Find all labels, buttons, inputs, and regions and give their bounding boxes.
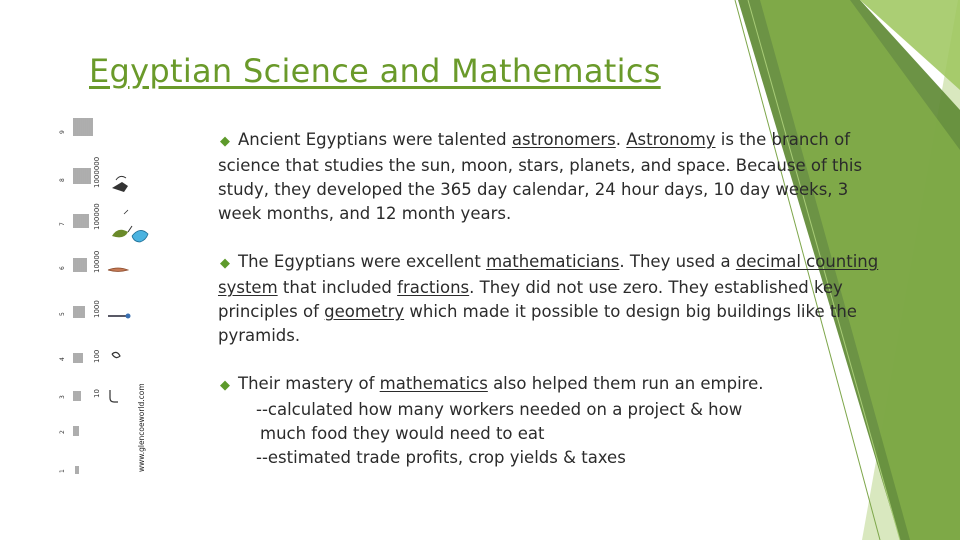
numeral-label: 10000: [93, 250, 101, 273]
bullet-text: . They used a: [619, 252, 736, 271]
digit-label: 9: [59, 130, 66, 134]
digit-label: 1: [59, 469, 66, 473]
bullet-item: [218, 128, 886, 226]
keyword-mathematics: mathematics: [379, 374, 488, 393]
keyword-fractions: fractions: [397, 278, 470, 297]
diamond-bullet-icon: ◆: [220, 256, 230, 271]
digit-labels: [59, 130, 66, 473]
bullet-text: Ancient Egyptians were talented: [238, 130, 512, 149]
digit-label: 5: [59, 312, 66, 316]
diamond-bullet-icon: ◆: [220, 134, 230, 149]
sub-line: --calculated how many workers needed on a project & how: [256, 400, 743, 419]
keyword-geometry: geometry: [324, 302, 405, 321]
bullet-text: . They did not use zero. They established key principles of: [218, 278, 843, 321]
bullet-text: Their mastery of: [238, 374, 380, 393]
tadpole-icon: [112, 226, 132, 237]
numeral-label: 100: [93, 349, 101, 363]
bullet-text: The Egyptians were excellent: [238, 252, 487, 271]
sub-line: much food they would need to eat: [260, 424, 545, 443]
diamond-bullet-icon: ◆: [220, 378, 230, 393]
coil-rope-icon: [112, 352, 120, 357]
keyword-astronomers: astronomers: [511, 130, 616, 149]
digit-label: 4: [59, 357, 66, 361]
finger-icon: [112, 176, 128, 192]
bullet-text: also helped them run an empire.: [487, 374, 764, 393]
hieroglyph-symbols: [108, 176, 148, 402]
bullet-text: which made it possible to design big buildings like the pyramids.: [218, 302, 857, 345]
numeral-label: 10: [93, 389, 101, 398]
bullet-text: that included: [277, 278, 398, 297]
numeral-labels: [93, 157, 101, 398]
image-credit: www.glencoeworld.com: [137, 383, 146, 472]
keyword-mathematicians: mathematicians: [486, 252, 620, 271]
numeral-label: 100000: [93, 203, 101, 230]
numeral-label: 1000000: [93, 156, 101, 188]
digit-label: 7: [59, 222, 66, 226]
bullet-item: [218, 250, 886, 348]
bullet-item: [218, 372, 886, 470]
bullet-text: .: [615, 130, 627, 149]
kneeling-god-icon: [124, 210, 148, 242]
digit-label: 3: [59, 395, 66, 399]
numeral-label: 1000: [93, 300, 101, 318]
digit-label: 6: [59, 266, 66, 270]
reed-staff-icon: [108, 314, 131, 319]
digit-label: 8: [59, 178, 66, 182]
lotus-flower-icon: [108, 268, 128, 272]
bullet-text: is the branch of science that studies the sun, moon, stars, planets, and space. Because of this study, they developed the 365 day calendar, 24 hour days, 10 day weeks, 3 week months, and 12 month years.: [218, 130, 863, 223]
slide-title: Egyptian Science and Mathematics: [89, 52, 661, 90]
keyword-astronomy: Astronomy: [626, 130, 716, 149]
tally-column: [74, 118, 92, 474]
digit-label: 2: [59, 430, 66, 434]
keyword-decimal-counting-system: decimal counting system: [218, 252, 879, 297]
heel-bone-icon: [110, 390, 118, 402]
sub-line: --estimated trade profits, crop yields & taxes: [256, 448, 626, 467]
bullet-list: [218, 128, 886, 470]
